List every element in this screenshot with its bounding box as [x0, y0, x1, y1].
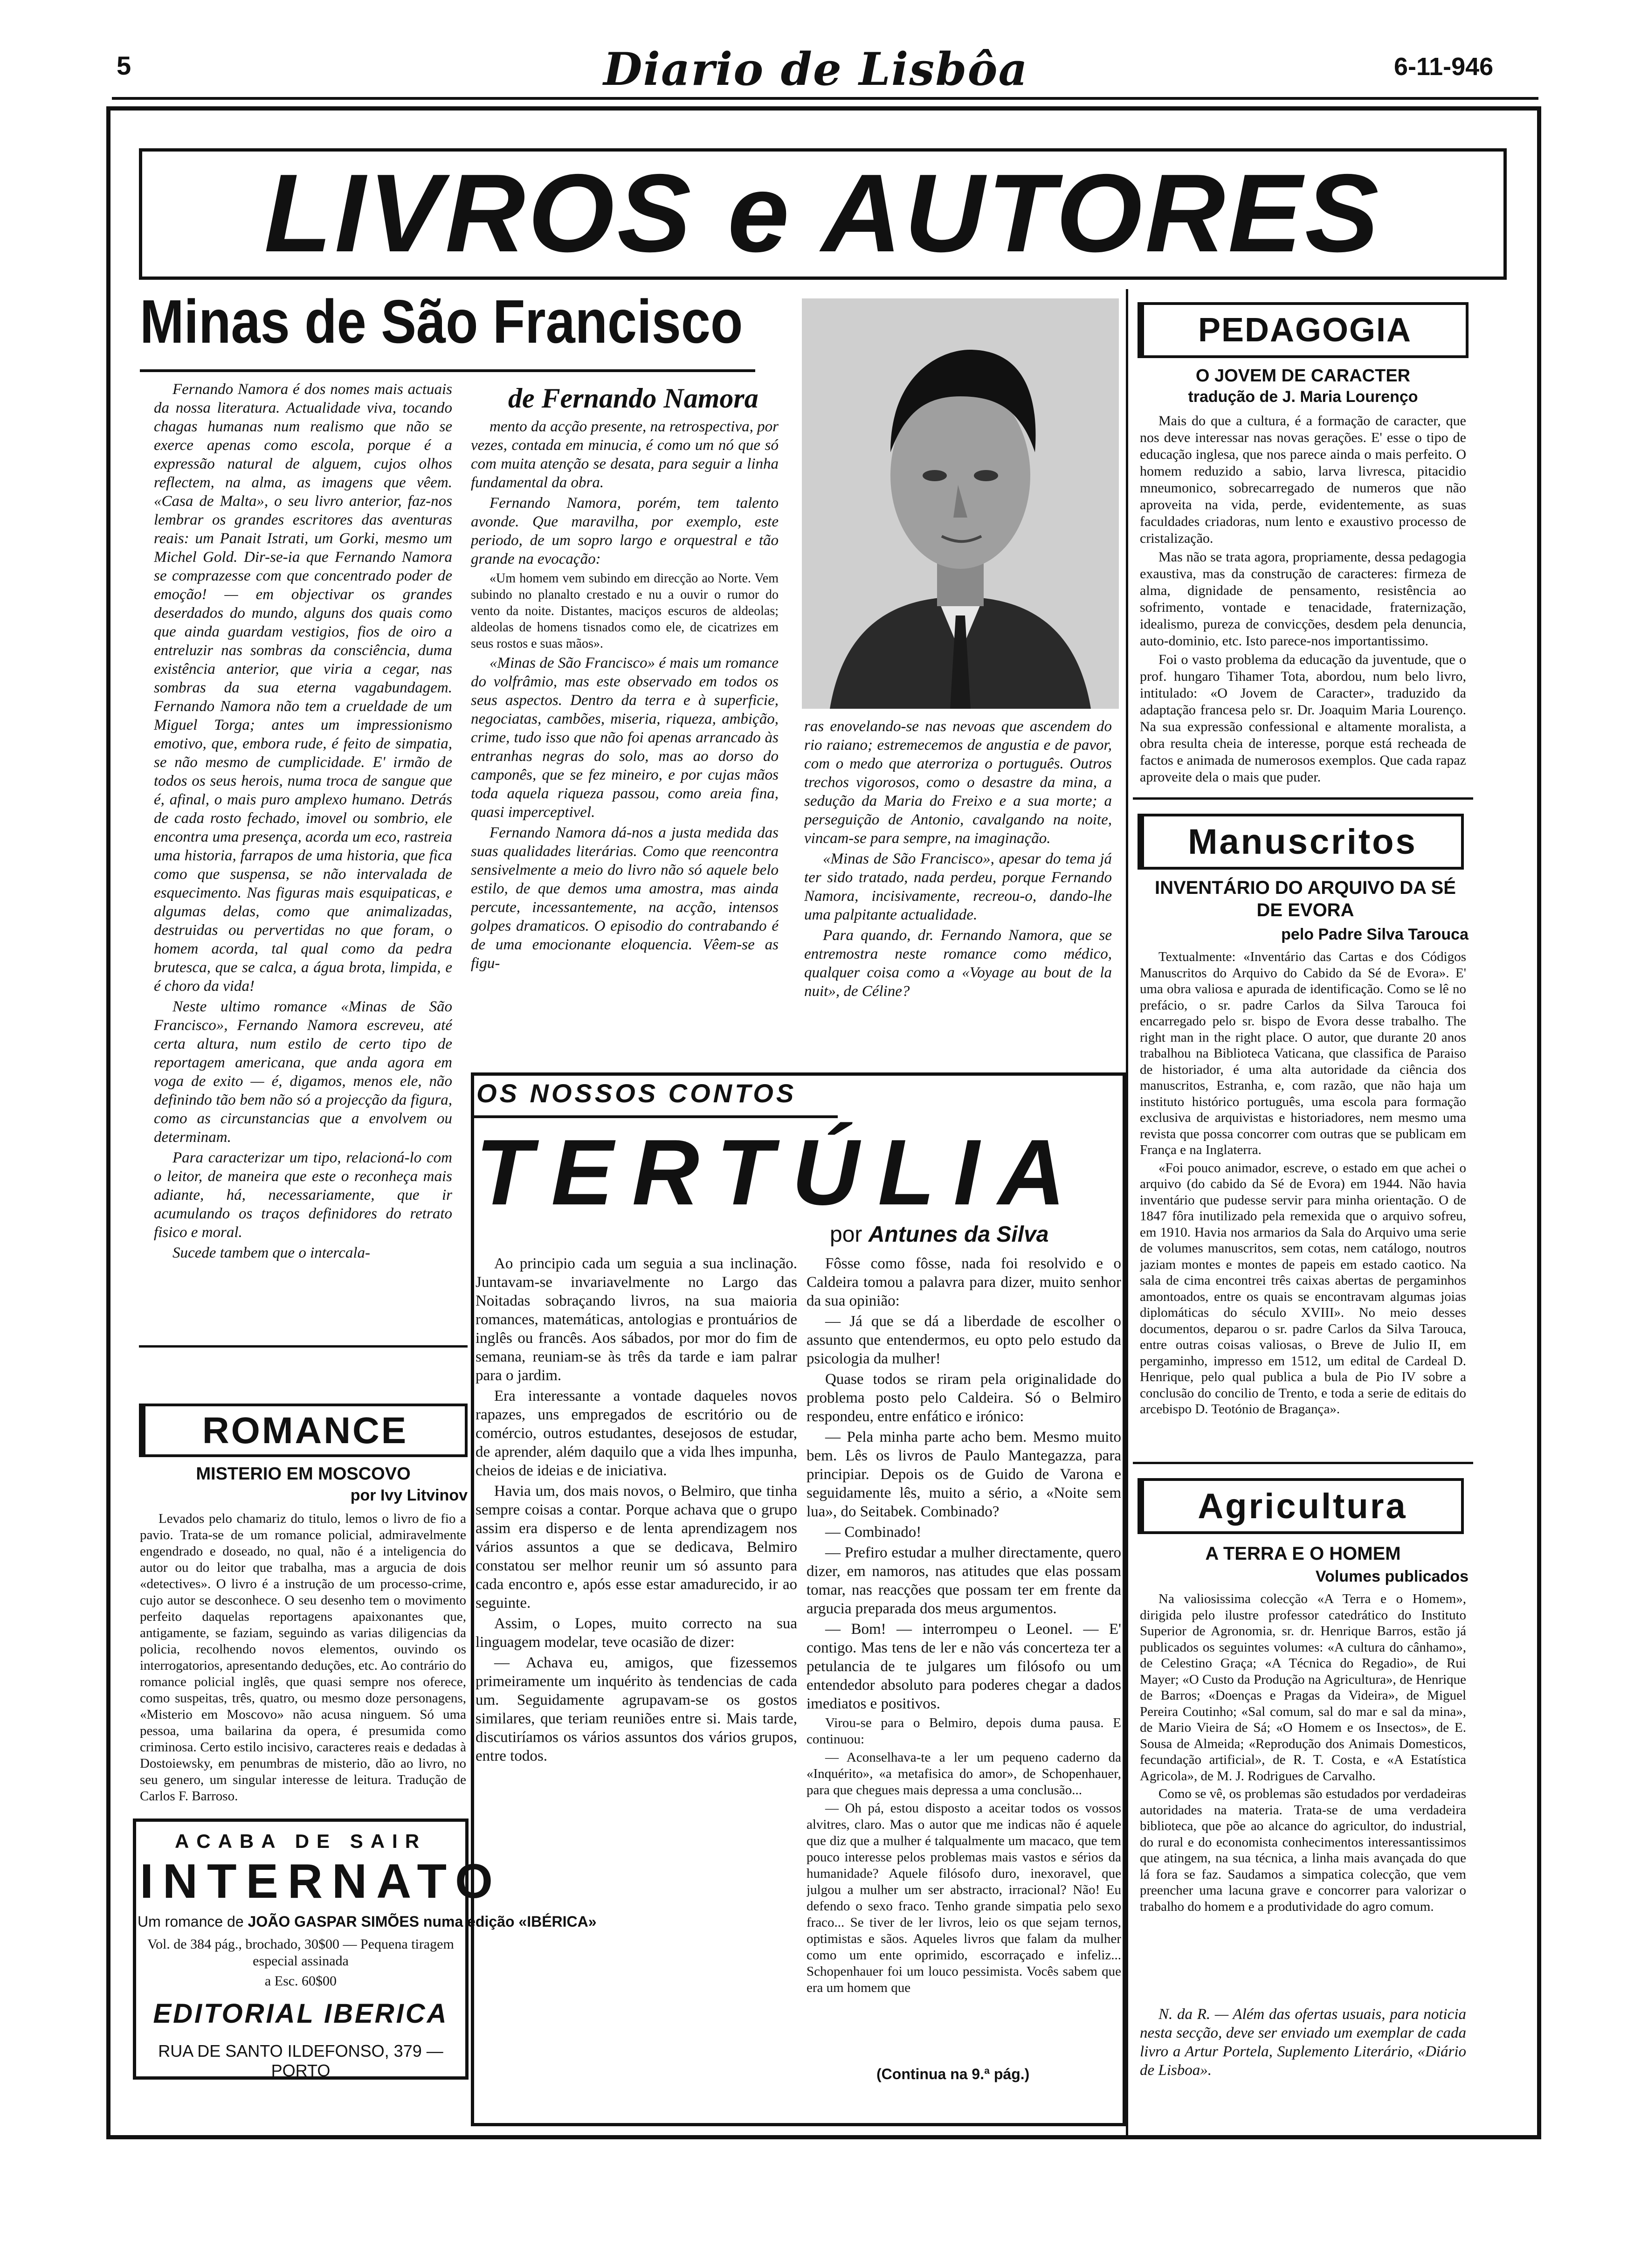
editorial-note: [1140, 2005, 1466, 2098]
romance-top-rule: [139, 1345, 468, 1348]
story-byline-author: Antunes da Silva: [868, 1222, 1049, 1247]
pedagogia-bottom-rule: [1133, 797, 1473, 800]
story-paragraph: — Oh pá, estou disposto a aceitar todos os vossos alvitres, claro. Mas o autor que me indicas não é aquele que diz que a mulher é talqualmente um macaco, que tem pouco interesse pelos problemas mais vastos e sérios da humanidade? Aquele filósofo duro, inexoravel, que julgou a mulher um ser abstracto, irracional? Não! Eu defendo o sexo fraco. Tenho grande simpatia pelo sexo fraco... Se tiver de ler livros, leio os que sejam ternos, optimistas e sãos. Aqueles livros que falam da mulher como um ente oprimido, escorraçado e infeliz... Schopenhauer foi um louco pessimista. Vocês sabem que era um homem que: [807, 1801, 1121, 1995]
story-column-1: [476, 1254, 797, 1832]
agricultura-subtitle: A TERRA E O HOMEM: [1205, 1543, 1401, 1564]
agricultura-paragraph: Como se vê, os problemas são estudados por verdadeiras autoridades na materia. Trata-se de uma verdadeira biblioteca, que põe ao alcance do agricultor, do industrial, do rural e do economista conhecimentos interessantissimos que atingem, na sua técnica, a linha mais avançada do que lá fora se faz. Saudamos a simpatica colecção, que vem preencher uma lacuna grave e concorrer para valorizar o trabalho do homem e a produtividade do agro comum.: [1140, 1786, 1466, 1914]
manuscritos-bottom-rule: [1133, 1462, 1473, 1464]
advert-line3: a Esc. 60$00: [264, 1973, 337, 1989]
story-paragraph: — Aconselhava-te a ler um pequeno caderno da «Inquérito», «a metafisica do amor», de Schopenhauer, para que chegues mais depressa a uma conclusão...: [807, 1750, 1121, 1798]
story-title: TERTÚLIA: [476, 1120, 1084, 1224]
review-byline: de Fernando Namora: [508, 383, 758, 414]
story-kicker: OS NOSSOS CONTOS: [476, 1079, 797, 1108]
page-number: 5: [117, 51, 131, 80]
portrait-drawing: [802, 298, 1119, 709]
story-paragraph: Ao principio cada um seguia a sua inclinação. Juntavam-se invariavelmente no Largo das Noitadas sobraçando livros, na sua maioria romances, matemáticas, antologias e prontuários de inglês ou francês. Aos sábados, por mor do fim de semana, reuniam-se às três da tarde e iam palrar para o jardim.: [476, 1255, 797, 1384]
review-paragraph: ras enovelando-se nas nevoas que ascendem do rio raiano; estremecemos de angustia e de pavor, com o medo que aterroriza o português. Outros trechos vigorosos, como o desastre da mina, a sedução da Maria do Freixo e a sua morte; a perseguição de Antonio, cavalgando na noite, vincam-se para sempre, na imaginação.: [804, 718, 1112, 847]
pedagogia-paragraph: Mas não se trata agora, propriamente, dessa pedagogia exaustiva, mas da construção de caracteres: firmeza de alma, dignidade de pensamento, resistência ao sofrimento, vontade e tenacidade, fraternização, idealismo, pureza de convicções, desdem pela denuncia, auto-dominio, etc. Isto parece-nos importantissimo.: [1140, 549, 1466, 649]
manuscritos-paragraph: «Foi pouco animador, escreve, o estado em que achei o arquivo (do cabido da Sé de Evora) em 1944. Não havia inventário que pudesse servir para minha orientação. O de 1847 fôra inutilizado pela remexida que o arquivo sofreu, em 1910. Havia nos armarios da Sala do Arquivo uma serie de volumes manuscritos, sem cotas, nem catálogo, noutros jaziam montes e montes de papeis em estado caotico. Na sala de cima encontrei três caixas abertas de pergaminhos amontoados, entre os quais se encontravam algumas joias diplomáticas do século XVIII». No meio desses documentos, deparou o sr. padre Carlos da Silva Tarouca, entre outras coisas valiosas, o Breve de Julio II, em pergaminho, impresso em 1512, um edital de Cardeal D. Henrique, pelo qual publica a bula de Pio IV sobre a conclusão do concilio de Trento, e toda a serie de editais do arcebispo D. Teotónio de Bragança».: [1140, 1160, 1466, 1417]
story-paragraph: — Bom! — interrompeu o Leonel. — E' contigo. Mas tens de ler e não vás concerteza ter a petulancia de te julgares um filósofo ou um entendedor absoluto para poderes chegar a dados imediatos e positivos.: [807, 1621, 1121, 1712]
advert-publisher: EDITORIAL IBERICA: [153, 1998, 448, 2029]
pedagogia-paragraph: Mais do que a cultura, é a formação de caracter, que nos deve interessar nas novas gerações. E' esse o tipo de educação inglesa, que nos parece ainda o mais perfeito. O homem reduzido a sabio, larva livresca, pitacidio mneumonico, sobrecarregado de numeros que não aproveita na vida, perde, evidentemente, as suas faculdades criadoras, num lento e exaustivo processo de cristalização.: [1140, 413, 1466, 546]
advert-kicker: ACABA DE SAIR: [174, 1830, 427, 1852]
review-paragraph: Fernando Namora é dos nomes mais actuais da nossa literatura. Actualidade viva, tocando chagas humanas num realismo que não se exerce apenas como escola, porque é a expressão natural de alguem, cujos olhos reflectem, na alma, as imagens que vêem. «Casa de Malta», o seu livro anterior, faz-nos lembrar os grandes escritores das aventuras reais: um Panait Istrati, um Gorki, mesmo um Michel Gold. Dir-se-ia que Fernando Namora se comprazesse com que concentrado poder de emoção! — em objectivar os grandes deserdados do mundo, alguns dos quais como que ainda guardam vestigios, fios de oiro a entreluzir nas sombras da consciência, duma existência anterior, que viria a cegar, nas sombras da sua eterna vagabundagem. Fernando Namora não tem a crueldade de um Miguel Torga; antes um impressionismo emotivo, que, embora rude, é feito de simpatia, se não mesmo de cumplicidade. E' irmão de todos os seus herois, numa troca de sangue que é, afinal, o mais puro amplexo humano. Detrás de cada rosto fechado, imovel ou sombrio, ele encontra uma presença, acorda um eco, rastreia uma historia, farrapos de uma historia, que fica como que suspensa, se não intervalada de esquecimento. Nas figuras mais esquipaticas, e algumas delas, como que animalizadas, destruidas ou pervertidas no que foram, o homem acorda, tal qual como da pedra brutesca, que se calca, a água brota, limpida, e é choro da vida!: [154, 381, 452, 995]
review-paragraph: Neste ultimo romance «Minas de São Francisco», Fernando Namora escreveu, até certa altura, num estilo de certo tipo de reportagem americana, que anda agora em voga de exito — é, digamos, menos ele, não definindo tão bem não só a projecção da figura, como as circunstancias que a envolvem ou determinam.: [154, 998, 452, 1146]
review-paragraph: Para quando, dr. Fernando Namora, que se entremostra neste romance como médico, qualquer coisa como a «Voyage au bout de la nuit», de Céline?: [804, 927, 1112, 1000]
advert-line1: [138, 1913, 597, 1930]
story-paragraph: — Pela minha parte acho bem. Mesmo muito bem. Lês os livros de Paulo Mantegazza, para principiar. Depois os de Guido de Varona e seguidamente lês, muito a sério, a «Noite sem lua», do Seitabek. Combinado?: [807, 1429, 1121, 1520]
story-paragraph: — Achava eu, amigos, que fizessemos primeiramente um inquérito às tendencias de cada um. Seguidamente agrupavam-se os gostos similares, que teriam reuniões entre si. Mais tarde, discutiríamos os vários assuntos dos vários grupos, entre todos.: [476, 1654, 797, 1764]
review-column-2: [471, 417, 779, 1056]
manuscritos-body: [1140, 949, 1466, 1455]
romance-author: por Ivy Litvinov: [350, 1487, 468, 1504]
story-paragraph: Assim, o Lopes, muito correcto na sua linguagem modelar, teve ocasião de dizer:: [476, 1615, 797, 1651]
pedagogia-paragraph: Foi o vasto problema da educação da juventude, que o prof. hungaro Tihamer Tota, abordou, num belo livro, intitulado: «O Jovem de Caracter», traduzido da adaptação francesa pelo sr. Dr. Joaquim Maria Lourenço. Na sua expressão confessional e altamente moralista, a obra resulta cheia de interesse, porque está recheada de factos e animada de numerosos exemplos. Que cada rapaz aproveite dela o mais que puder.: [1140, 652, 1466, 785]
manuscritos-subtitle: INVENTÁRIO DO ARQUIVO DA SÉ DE EVORA: [1155, 878, 1456, 920]
manuscritos-author: pelo Padre Silva Tarouca: [1281, 926, 1469, 943]
story-paragraph: Era interessante a vontade daqueles novos rapazes, uns empregados de escritório ou de comércio, outros estudantes, desejosos de estudar, de aprender, além daquilo que a vida lhes impunha, cheios de ideias e de iniciativa.: [476, 1388, 797, 1479]
story-paragraph: Virou-se para o Belmiro, depois duma pausa. E continuou:: [807, 1715, 1121, 1747]
review-column-3: [804, 717, 1112, 1058]
pedagogia-heading: PEDAGOGIA: [1138, 302, 1469, 358]
romance-body: [140, 1511, 466, 1809]
pedagogia-body: [1140, 413, 1466, 788]
review-column-1: [154, 380, 452, 1336]
review-title-rule: [140, 369, 755, 372]
advert-line2: Vol. de 384 pág., brochado, 30$00 — Pequena tiragem especial assinada: [147, 1936, 454, 1969]
advert-title: INTERNATO: [140, 1854, 503, 1908]
manuscritos-heading: Manuscritos: [1138, 814, 1464, 870]
review-paragraph: «Minas de São Francisco» é mais um romance do volfrâmio, mas este observado em todos os seus aspectos. Dentro da terra e à superficie, negociatas, cambões, miseria, riqueza, ambição, crime, tudo isso que não foi apenas arrancado às entranhas negras do solo, mas ao dorso do camponês, que se fez mineiro, e por cujas mãos toda aquela riqueza passou, como areia fina, quasi imperceptivel.: [471, 655, 779, 821]
pedagogia-subtitle: O JOVEM DE CARACTER: [1195, 366, 1411, 386]
pedagogia-translator: tradução de J. Maria Lourenço: [1188, 388, 1418, 406]
column-rule-right: [1126, 289, 1128, 2136]
section-banner: [139, 148, 1507, 280]
advert-address: RUA DE SANTO ILDEFONSO, 379 — PORTO: [158, 2041, 443, 2080]
editorial-note-text: N. da R. — Além das ofertas usuais, para noticia nesta secção, deve ser enviado um exemplar de cada livro a Artur Portela, Suplemento Literário, «Diário de Lisboa».: [1140, 2006, 1466, 2079]
agricultura-heading: Agricultura: [1138, 1478, 1464, 1534]
story-paragraph: Havia um, dos mais novos, o Belmiro, que tinha sempre coisas a contar. Porque achava que o grupo assim era disperso e de lenta aprendizagem nos vários assuntos a que se dedicava, Belmiro constatou ser melhor reunir um só assunto para cada encontro e, após esse estar amadurecido, ir ao seguinte.: [476, 1483, 797, 1611]
review-paragraph: «Minas de São Francisco», apesar do tema já ter sido tratado, nada perdeu, porque Fernando Namora, incisivamente, recreou-o, dando-lhe uma palpitante actualidade.: [804, 850, 1112, 923]
header-rule: [112, 97, 1538, 100]
story-paragraph: Fôsse como fôsse, nada foi resolvido e o Caldeira tomou a palavra para dizer, muito senhor da sua opinião:: [807, 1255, 1121, 1309]
author-portrait: [802, 298, 1119, 709]
romance-heading: ROMANCE: [139, 1404, 468, 1457]
advert-line1-pre: Um romance de: [138, 1913, 244, 1930]
review-paragraph: Para caracterizar um tipo, relacioná-lo com o leitor, de maneira que este o reconheça mais adiante, há, necessariamente, que ir acumulando os traços definidores do retrato fisico e moral.: [154, 1149, 452, 1241]
agricultura-body: [1140, 1591, 1466, 2001]
story-paragraph: — Combinado!: [825, 1524, 922, 1541]
story-paragraph: Quase todos se riram pela originalidade do problema posto pelo Caldeira. Só o Belmiro respondeu, entre enfático e irónico:: [807, 1371, 1121, 1425]
advert-author: JOÃO GASPAR SIMÕES: [248, 1913, 419, 1930]
masthead: Diario de Lisbôa: [603, 43, 1028, 96]
issue-date: 6-11-946: [1394, 53, 1494, 81]
romance-subtitle: MISTERIO EM MOSCOVO: [196, 1464, 411, 1484]
review-paragraph: Fernando Namora dá-nos a justa medida das suas qualidades literárias. Como que reencontra sensivelmente a meio do livro não só aquele belo estilo, de que demos uma amostra, mas ainda percute, incessantemente, na acção, intensos golpes dramaticos. O episodio do contrabando é de uma emocionante eloquencia. Vêem-se as figu-: [471, 824, 779, 972]
banner-title: LIVROS e AUTORES: [264, 152, 1382, 275]
romance-paragraph: Levados pelo chamariz do titulo, lemos o livro de fio a pavio. Trata-se de um romance policial, admiravelmente engendrado e doseado, no qual, não é a inteligencia do autor ou do leitor que trabalha, mas a argucia de dois «detectives». O livro é a instrução de um processo-crime, cujo autor se desconhece. O seu desenho tem o movimento perfeito daquelas reportagens apaixonantes que, antigamente, se faziam, seguindo as varias diligencias da policia, recolhendo novos elementos, ouvindo os interrogatorios, apresentando deduções, etc. Ao contrário do romance policial inglês, que quasi sempre nos oferece, como suspeitas, três, quatro, ou mesmo doze personagens, «Misterio em Moscovo» não acusa ninguem. Só uma pessoa, uma bailarina da opera, é presumida como criminosa. Certo estilo incisivo, caracteres reais e dedadas à Dostoiewsky, em penumbras de misterio, dão ao livro, no seu genero, um singular interesse de leitura. Tradução de Carlos F. Barroso.: [140, 1511, 466, 1804]
story-column-2: [807, 1254, 1121, 2056]
review-paragraph: Sucede tambem que o intercala-: [172, 1245, 370, 1261]
review-quote: «Um homem vem subindo em direcção ao Norte. Vem subindo no planalto crestado e nu a ouvir o rumor do vento da noite. Distantes, maciços escuros de aldeolas; aldeolas de homens tisnados como ele, de cicatrizes em seus rostos e suas mãos».: [471, 571, 779, 651]
agricultura-note: Volumes publicados: [1315, 1568, 1469, 1585]
story-continued: (Continua na 9.ª pág.): [876, 2066, 1030, 2082]
story-byline-pre: por: [830, 1222, 862, 1247]
story-byline: [830, 1222, 1048, 1247]
agricultura-paragraph: Na valiosissima colecção «A Terra e o Homem», dirigida pelo ilustre professor catedrático do Instituto Superior de Agronomia, sr. dr. Henrique Barros, estão já publicados os seguintes volumes: «A cultura do cânhamo», de Celestino Graça; «A Técnica do Regadio», de Rui Mayer; «O Custo da Produção na Agricultura», de Henrique de Barros; «Doenças e Pragas da Videira», de Miguel Pereira Coutinho; «Sal comum, sal do mar e sal da mina», de Mario Vieira de Sá; «O Homem e os Insectos», de E. Sousa de Almeida; «Reprodução dos Animais Domesticos, fecundação artificial», de R. T. Costa, e «A Estatística Agricola», de M. J. Rodrigues de Carvalho.: [1140, 1591, 1466, 1784]
story-paragraph: — Prefiro estudar a mulher directamente, quero dizer, em namoros, nas atitudes que elas possam tomar, nas reacções que possam ter em frente da argucia preparada dos meus argumentos.: [807, 1544, 1121, 1617]
review-title: Minas de São Francisco: [140, 287, 743, 356]
review-paragraph: mento da acção presente, na retrospectiva, por vezes, contada em minucia, é como um nó que só com muita atenção se desata, para seguir a linha fundamental da obra.: [471, 418, 779, 491]
story-kicker-rule: [474, 1115, 838, 1118]
review-paragraph: Fernando Namora, porém, tem talento avonde. Que maravilha, por exemplo, este periodo, de um sopro largo e orquestral e tão grande na evocação:: [471, 495, 779, 567]
advert-line1-post: numa edição «IBÉRICA»: [423, 1913, 597, 1930]
manuscritos-paragraph: Textualmente: «Inventário das Cartas e dos Códigos Manuscritos do Arquivo do Cabido da Sé de Evora». E' uma obra valiosa e apurada de identificação. Como se lê no prefácio, o sr. padre Carlos da Silva Tarouca foi encarregado pelo sr. bispo de Evora desse trabalho. The right man in the right place. O autor, que durante 20 anos trabalhou na Biblioteca Vaticana, que classifica de Paraiso de historiador, é uma alta autoridade da ciência dos manuscritos, Estranha, e, com razão, que não haja um instituto histórico português, uma escola para formação exclusiva de arquivistas e historiadores, nem mesmo uma revista que possa concorrer com outras que se publicam em França e na Inglaterra.: [1140, 949, 1466, 1157]
story-paragraph: — Já que se dá a liberdade de escolher o assunto que entendermos, eu opto pelo estudo da psicologia da mulher!: [807, 1313, 1121, 1367]
